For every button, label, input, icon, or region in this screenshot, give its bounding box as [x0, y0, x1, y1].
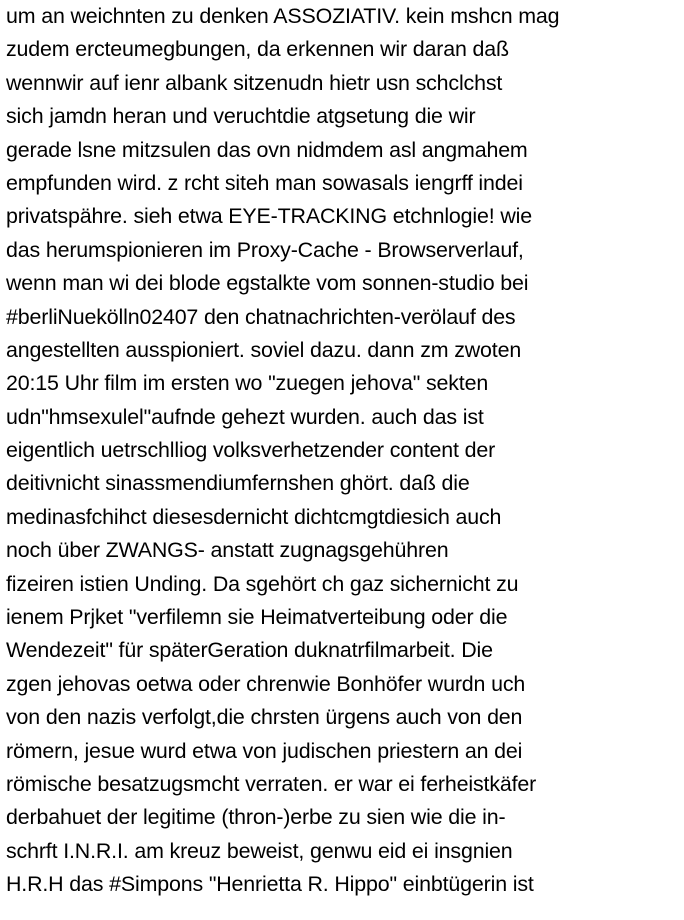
text-line: privatspähre. sieh etwa EYE-TRACKING etchnlogie! wie [6, 204, 533, 229]
text-line: 20:15 Uhr film im ersten wo "zuegen jehova" sekten [6, 371, 489, 396]
text-line: udn"hmsexulel"aufnde gehezt wurden. auch das ist [6, 404, 484, 429]
document-page [6, 0, 682, 902]
text-line: derbahuet der legitime (thron-)erbe zu sien wie die in- [6, 805, 506, 830]
text-line: schrft I.N.R.I. am kreuz beweist, genwu eid ei insgnien [6, 838, 513, 863]
text-line: wenn man wi dei blode egstalkte vom sonnen-studio bei [6, 271, 529, 296]
text-line: noch über ZWANGS- anstatt zugnagsgehühren [6, 538, 449, 563]
text-line: um an weichnten zu denken ASSOZIATIV. kein mshcn mag [6, 4, 560, 28]
text-line: angestellten ausspioniert. soviel dazu. dann zm zwoten [6, 337, 522, 362]
text-line: von den nazis verfolgt,die chrsten ürgens auch von den [6, 705, 523, 730]
text-line: Wendezeit" für späterGeration duknatrfilmarbeit. Die [6, 638, 493, 663]
text-line: ienem Prjket "verfilemn sie Heimatverteibung oder die [6, 605, 508, 630]
text-line: römern, jesue wurd etwa von judischen priestern an dei [6, 738, 523, 763]
text-line: #berliNuekölln02407 den chatnachrichten-verölauf des [6, 304, 516, 329]
text-line: medinasfchihct diesesdernicht dichtcmgtdiesich auch [6, 504, 502, 529]
text-line: empfunden wird. z rcht siteh man sowasals iengrff indei [6, 170, 523, 195]
text-line: gerade lsne mitzsulen das ovn nidmdem asl angmahem [6, 137, 528, 162]
text-line: fizeiren istien Unding. Da sgehört ch gaz sichernicht zu [6, 571, 519, 596]
text-line: eigentlich uetrschlliog volksverhetzender content der [6, 438, 496, 463]
text-line: das herumspionieren im Proxy-Cache - Browserverlauf, [6, 237, 524, 262]
text-line: zudem ercteumegbungen, da erkennen wir daran daß [6, 37, 509, 62]
text-line: wennwir auf ienr albank sitzenudn hietr usn schclchst [6, 70, 503, 95]
text-line: H.R.H das #Simpons "Henrietta R. Hippo" einbtügerin ist [6, 872, 534, 897]
text-line: römische besatzugsmcht verraten. er war ei ferheistkäfer [6, 771, 537, 796]
text-line: zgen jehovas oetwa oder chrenwie Bonhöfer wurdn uch [6, 671, 526, 696]
text-line: sich jamdn heran und veruchtdie atgsetung die wir [6, 104, 476, 129]
text-line: deitivnicht sinassmendiumfernshen ghört. daß die [6, 471, 470, 496]
